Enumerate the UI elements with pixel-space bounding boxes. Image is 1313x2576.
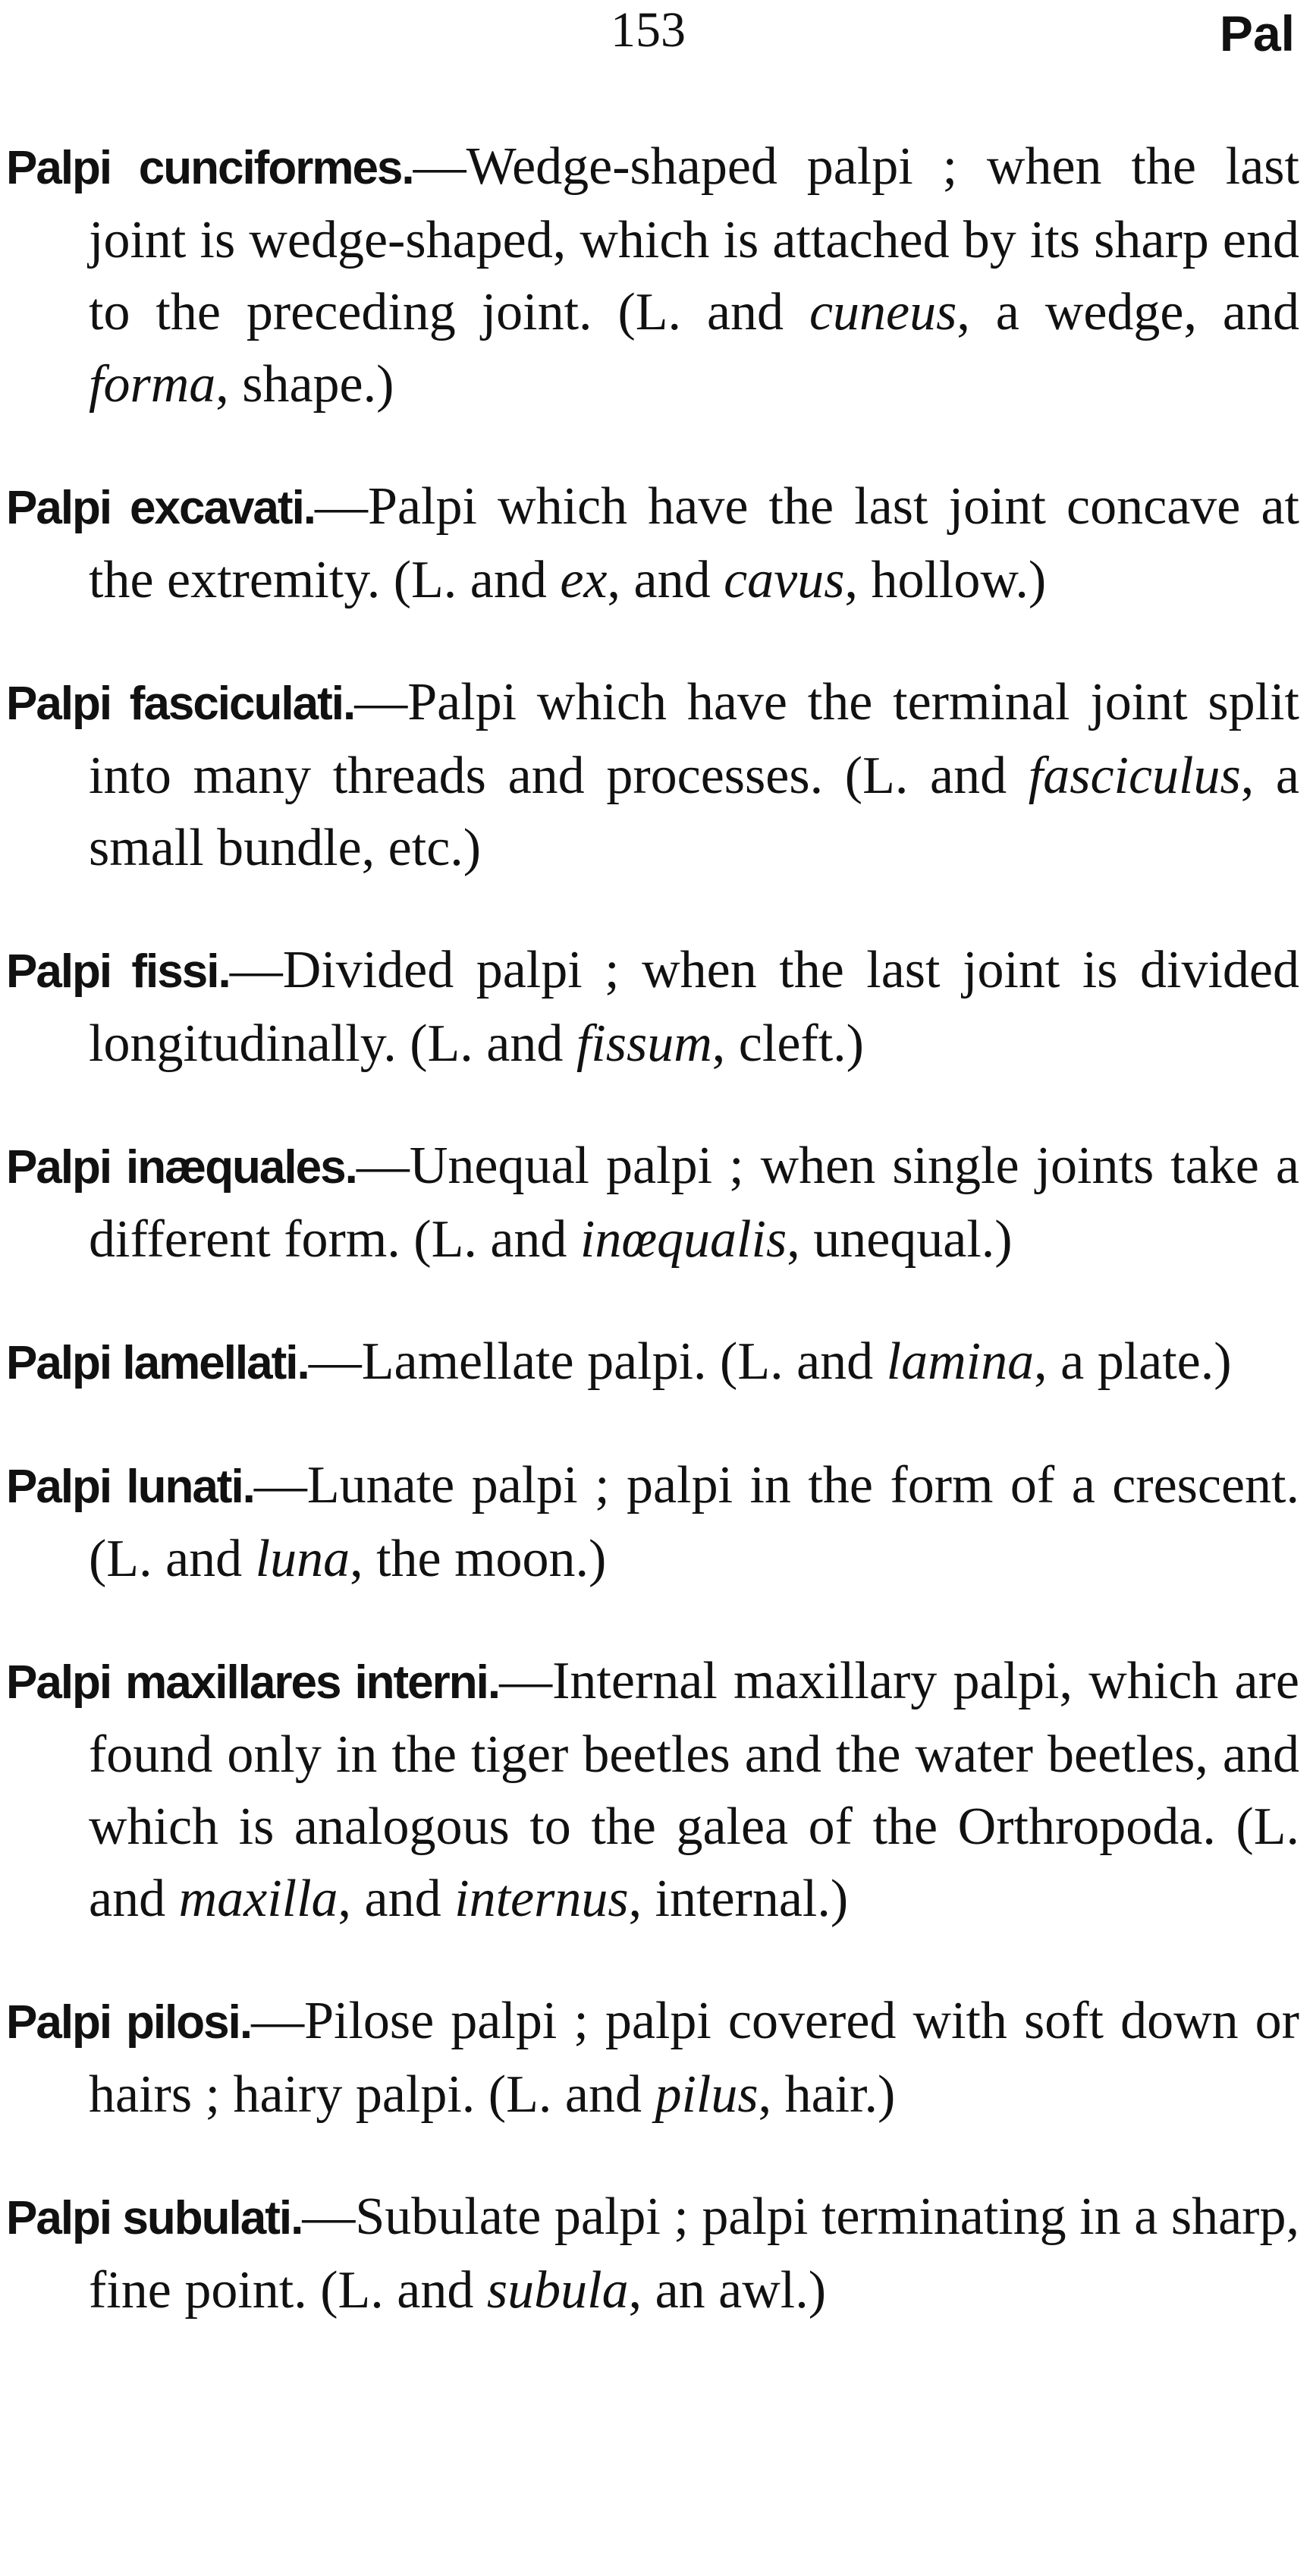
latin-word: ex bbox=[560, 551, 608, 609]
dictionary-entry bbox=[6, 1449, 1299, 1595]
definition-text: —Internal maxillary palpi, which are found only in the tiger beetles and the water beetles, and which is analogous to the galea of the Orthropoda. (L. and bbox=[89, 1652, 1299, 1928]
definition-text: , an awl.) bbox=[628, 2261, 827, 2320]
latin-word: inœqualis bbox=[580, 1210, 787, 1269]
dictionary-entry bbox=[6, 666, 1299, 884]
definition-text: , cleft.) bbox=[711, 1014, 864, 1073]
definition-text: , the moon.) bbox=[350, 1530, 607, 1588]
definition-text: , unequal.) bbox=[787, 1210, 1013, 1269]
definition-text: —Palpi which have the last joint concave at the extremity. (L. and bbox=[89, 477, 1299, 609]
entry-term: Palpi subulati. bbox=[6, 2192, 303, 2244]
latin-word: lamina bbox=[886, 1332, 1035, 1391]
running-head: Pal bbox=[1219, 5, 1295, 61]
entry-term: Palpi pilosi. bbox=[6, 1996, 252, 2049]
latin-word: pilus bbox=[655, 2065, 759, 2124]
latin-word: forma bbox=[89, 355, 216, 414]
dictionary-entry bbox=[6, 1326, 1299, 1399]
entry-term: Palpi fasciculati. bbox=[6, 678, 355, 730]
entry-term: Palpi lunati. bbox=[6, 1461, 254, 1513]
entry-term: Palpi maxillares interni. bbox=[6, 1656, 500, 1709]
latin-word: subula bbox=[486, 2261, 629, 2320]
latin-word: luna bbox=[255, 1530, 350, 1588]
dictionary-entry bbox=[6, 1130, 1299, 1275]
entry-term: Palpi fissi. bbox=[6, 945, 230, 998]
definition-text: , hair.) bbox=[758, 2065, 896, 2124]
definition-text: —Wedge-shaped palpi ; when the last joint is wedge-shaped, which is attached by its sharp end to the preceding joint. (L. and bbox=[89, 137, 1299, 341]
definition-text: , internal.) bbox=[628, 1870, 849, 1928]
definition-text: , and bbox=[338, 1870, 455, 1928]
definition-text: —Lunate palpi ; palpi in the form of a crescent. (L. and bbox=[89, 1456, 1300, 1588]
entry-term: Palpi inæquales. bbox=[6, 1141, 357, 1194]
dictionary-entry bbox=[6, 470, 1299, 616]
definition-text: —Lamellate palpi. (L. and bbox=[308, 1332, 887, 1391]
definition-text: , and bbox=[607, 551, 724, 609]
definition-text: —Divided palpi ; when the last joint is divided longitudinally. (L. and bbox=[89, 941, 1300, 1073]
dictionary-entry bbox=[6, 1645, 1299, 1935]
definition-text: , a wedge, and bbox=[956, 283, 1299, 341]
definition-text: —Subulate palpi ; palpi terminating in a sharp, fine point. (L. and bbox=[89, 2188, 1299, 2320]
latin-word: cuneus bbox=[809, 283, 957, 341]
latin-word: internus bbox=[454, 1870, 629, 1928]
latin-word: fasciculus bbox=[1028, 747, 1241, 805]
page-header bbox=[0, 0, 1313, 68]
latin-word: maxilla bbox=[178, 1870, 338, 1928]
definition-text: —Palpi which have the terminal joint split into many threads and processes. (L. and bbox=[89, 673, 1300, 805]
definition-text: —Pilose palpi ; palpi covered with soft down or hairs ; hairy palpi. (L. and bbox=[89, 1992, 1299, 2124]
entry-term: Palpi lamellati. bbox=[6, 1337, 309, 1389]
definition-text: , a small bundle, etc.) bbox=[89, 747, 1299, 877]
dictionary-entry bbox=[6, 934, 1299, 1080]
page-number: 153 bbox=[611, 2, 686, 58]
dictionary-entries bbox=[6, 131, 1299, 2376]
definition-text: , hollow.) bbox=[844, 551, 1047, 609]
latin-word: fissum bbox=[576, 1014, 712, 1073]
entry-term: Palpi cunciformes. bbox=[6, 142, 413, 194]
definition-text: , shape.) bbox=[215, 355, 394, 414]
dictionary-entry bbox=[6, 1985, 1299, 2131]
entry-term: Palpi excavati. bbox=[6, 482, 316, 534]
dictionary-entry bbox=[6, 131, 1299, 420]
definition-text: —Unequal palpi ; when single joints take a different form. (L. and bbox=[89, 1137, 1299, 1269]
latin-word: cavus bbox=[724, 551, 845, 609]
definition-text: , a plate.) bbox=[1034, 1332, 1232, 1391]
dictionary-entry bbox=[6, 2181, 1299, 2326]
